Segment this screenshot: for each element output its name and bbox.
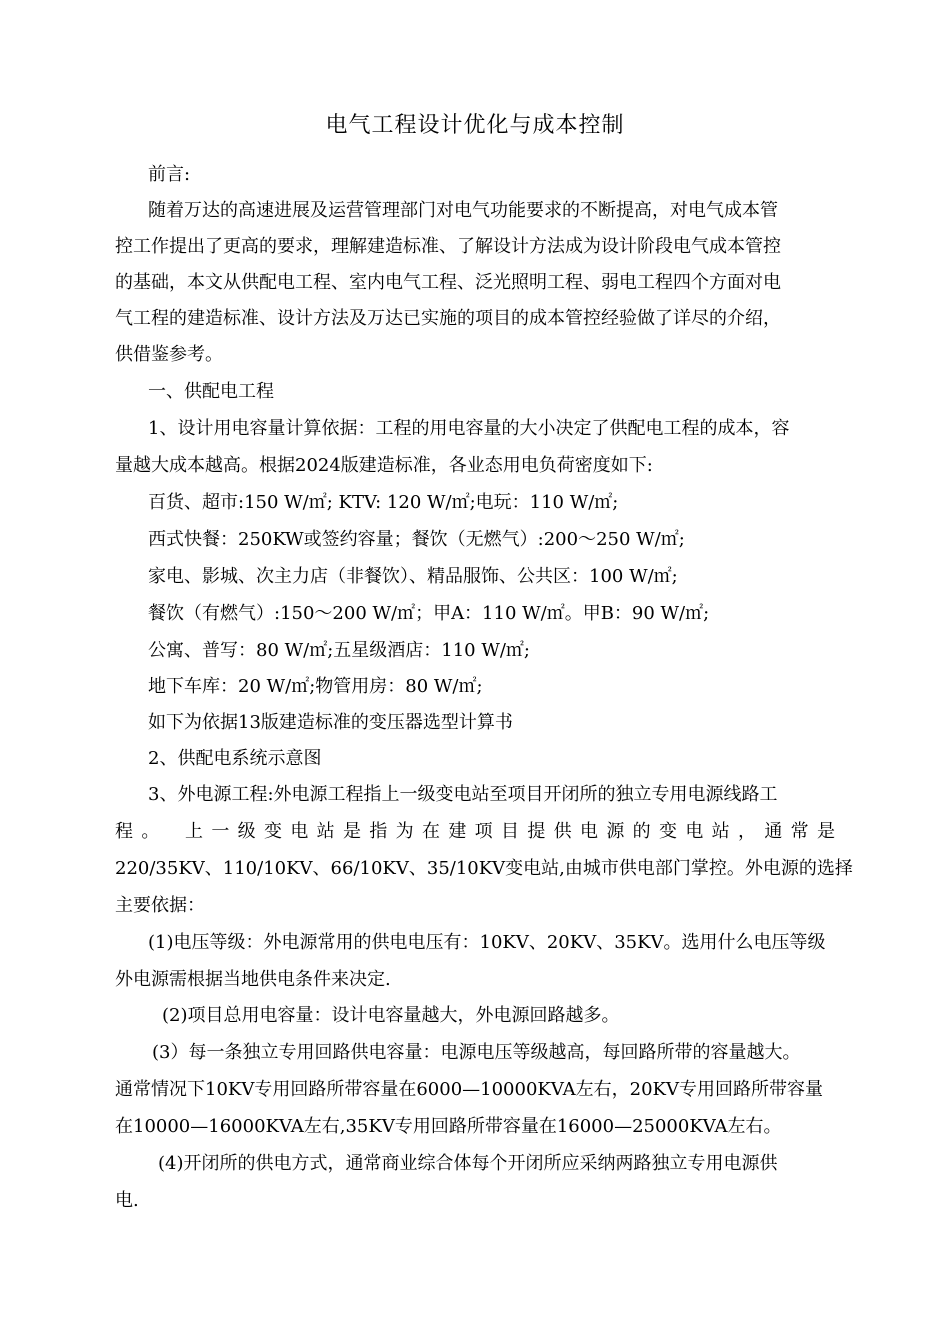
paragraph-line: 气工程的建造标准、设计方法及万达已实施的项目的成本管控经验做了详尽的介绍， [115,308,781,329]
paragraph-line: 控工作提出了更高的要求，理解建造标准、了解设计方法成为设计阶段电气成本管控 [115,236,781,257]
paragraph-line: 1、设计用电容量计算依据：工程的用电容量的大小决定了供配电工程的成本，容 [148,418,790,439]
load-density-line: 西式快餐：250KW或签约容量；餐饮（无燃气）:200～250 W/㎡; [148,529,685,550]
list-item-line: 电. [115,1190,139,1211]
paragraph-line: 量越大成本越高。根据2024版建造标准，各业态用电负荷密度如下: [115,455,653,476]
preface-heading: 前言: [148,164,191,185]
document-title: 电气工程设计优化与成本控制 [325,113,625,138]
paragraph-line: 主要依据： [115,895,205,916]
list-item-line: (3）每一条独立专用回路供电容量：电源电压等级越高，每回路所带的容量越大。 [152,1042,801,1063]
paragraph-line: 3、外电源工程:外电源工程指上一级变电站至项目开闭所的独立专用电源线路工 [148,784,778,805]
list-item-line: (2)项目总用电容量：设计电容量越大，外电源回路越多。 [162,1005,620,1026]
load-density-line: 餐饮（有燃气）:150～200 W/㎡；甲A：110 W/㎡。甲B：90 W/㎡; [148,603,710,624]
list-item-line: (4)开闭所的供电方式，通常商业综合体每个开闭所应采纳两路独立专用电源供 [158,1153,778,1174]
load-density-line: 公寓、普写：80 W/㎡;五星级酒店：110 W/㎡; [148,640,530,661]
list-item-line: (1)电压等级：外电源常用的供电电压有：10KV、20KV、35KV。选用什么电压等级 [148,932,826,953]
list-item-line: 在10000—16000KVA左右,35KV专用回路所带容量在16000—25000KVA左右。 [115,1116,782,1137]
paragraph-line: 随着万达的高速进展及运营管理部门对电气功能要求的不断提高，对电气成本管 [148,200,778,221]
load-density-line: 百货、超市:150 W/㎡; KTV: 120 W/㎡;电玩：110 W/㎡; [148,492,619,513]
paragraph-line: 220/35KV、110/10KV、66/10KV、35/10KV变电站,由城市供电部门掌控。外电源的选择 [115,858,853,879]
list-item-line: 外电源需根据当地供电条件来决定. [115,969,391,990]
load-density-line: 家电、影城、次主力店（非餐饮）、精品服饰、公共区：100 W/㎡; [148,566,678,587]
section-heading: 一、供配电工程 [148,381,274,402]
paragraph-line: 供借鉴参考。 [115,344,223,365]
paragraph-line: 2、供配电系统示意图 [148,748,322,769]
load-density-line: 地下车库：20 W/㎡;物管用房：80 W/㎡; [148,676,483,697]
paragraph-line: 程。 上一级变电站是指为在建项目提供电源的变电站，通常是 [115,821,835,842]
list-item-line: 通常情况下10KV专用回路所带容量在6000—10000KVA左右，20KV专用回路所带容量 [115,1079,823,1100]
paragraph-line: 的基础，本文从供配电工程、室内电气工程、泛光照明工程、弱电工程四个方面对电 [115,272,781,293]
paragraph-line: 如下为依据13版建造标准的变压器选型计算书 [148,712,513,733]
